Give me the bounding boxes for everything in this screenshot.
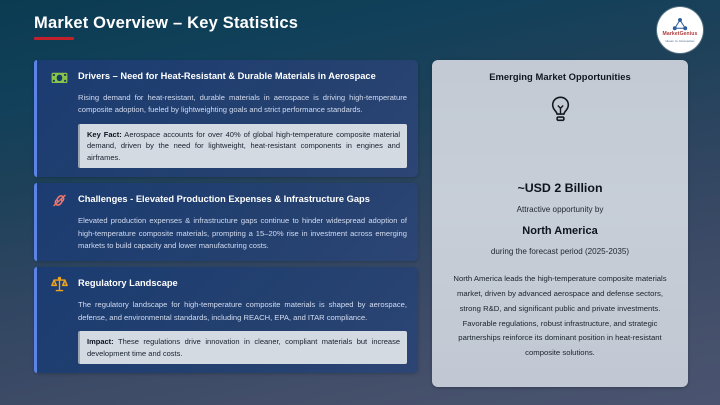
callout-text: These regulations drive innovation in cleaner, compliant materials but increase development time and costs. — [87, 336, 400, 358]
callout-label: Impact: — [87, 336, 114, 346]
card-header — [50, 69, 407, 87]
insight-card-drivers[interactable] — [34, 60, 418, 177]
card-title: Challenges - Elevated Production Expenses & Infrastructure Gaps — [78, 194, 370, 205]
brand-logo — [657, 7, 703, 53]
card-body-text: Elevated production expenses & infrastructure gaps continue to hinder widespread adoption of high-temperature composite materials, prompting a 15–20% rise in investment across emerging markets to build capacity and lower manufacturing costs. — [78, 216, 407, 251]
emerging-opportunities-panel — [432, 60, 688, 387]
card-header — [50, 192, 407, 210]
slide-header — [34, 14, 594, 40]
panel-title: Emerging Market Opportunities — [489, 71, 631, 82]
logo-name: MarketGenius — [662, 31, 698, 38]
insight-card-challenges[interactable] — [34, 183, 418, 261]
card-body-text: Rising demand for heat-resistant, durable materials in aerospace is driving high-temperature composite adoption, fueled by lightweighting goals and strict performance standards. — [78, 93, 407, 115]
card-title: Regulatory Landscape — [78, 278, 178, 289]
lightbulb-icon-wrapper — [547, 95, 574, 125]
callout-text: Aerospace accounts for over 40% of global high-temperature composite material demand, driven by the need for lightweight, heat-resistant components in engines and airframes. — [87, 129, 400, 162]
card-title: Drivers – Need for Heat-Resistant & Durable Materials in Aerospace — [78, 71, 376, 81]
page-title: Market Overview – Key Statistics — [34, 14, 299, 32]
lightbulb-icon — [547, 95, 574, 125]
card-callout-impact — [78, 331, 407, 364]
card-header — [50, 276, 407, 294]
insight-card-regulatory[interactable] — [34, 267, 418, 373]
opportunity-value: ~USD 2 Billion — [517, 181, 603, 195]
money-banknote-icon — [50, 68, 69, 87]
network-node-icon — [671, 17, 689, 32]
insight-card-list — [34, 60, 418, 373]
broken-link-icon — [50, 191, 69, 210]
card-callout-key-fact — [78, 124, 407, 169]
card-body-text: The regulatory landscape for high-temperature composite materials is shaped by aerospace, defense, and environmental standards, including REACH, EPA, and ITAR compliance. — [78, 300, 407, 322]
opportunity-subtitle: Attractive opportunity by — [516, 205, 604, 214]
callout-label: Key Fact: — [87, 129, 122, 139]
panel-description: North America leads the high-temperature composite materials market, driven by advanced aerospace and defense sectors, strong R&D, and significant public and private investments. Favorable regulations, robust infrastructure, and strategic partnerships reinforce its dominant position in heat-resistant composite solutions. — [453, 274, 667, 358]
title-underline-rule — [34, 37, 74, 40]
opportunity-forecast-period: during the forecast period (2025-2035) — [490, 247, 630, 256]
opportunity-region: North America — [522, 225, 598, 237]
balance-scale-icon — [50, 275, 69, 294]
logo-tagline: Ideas to Innovation — [665, 38, 695, 43]
